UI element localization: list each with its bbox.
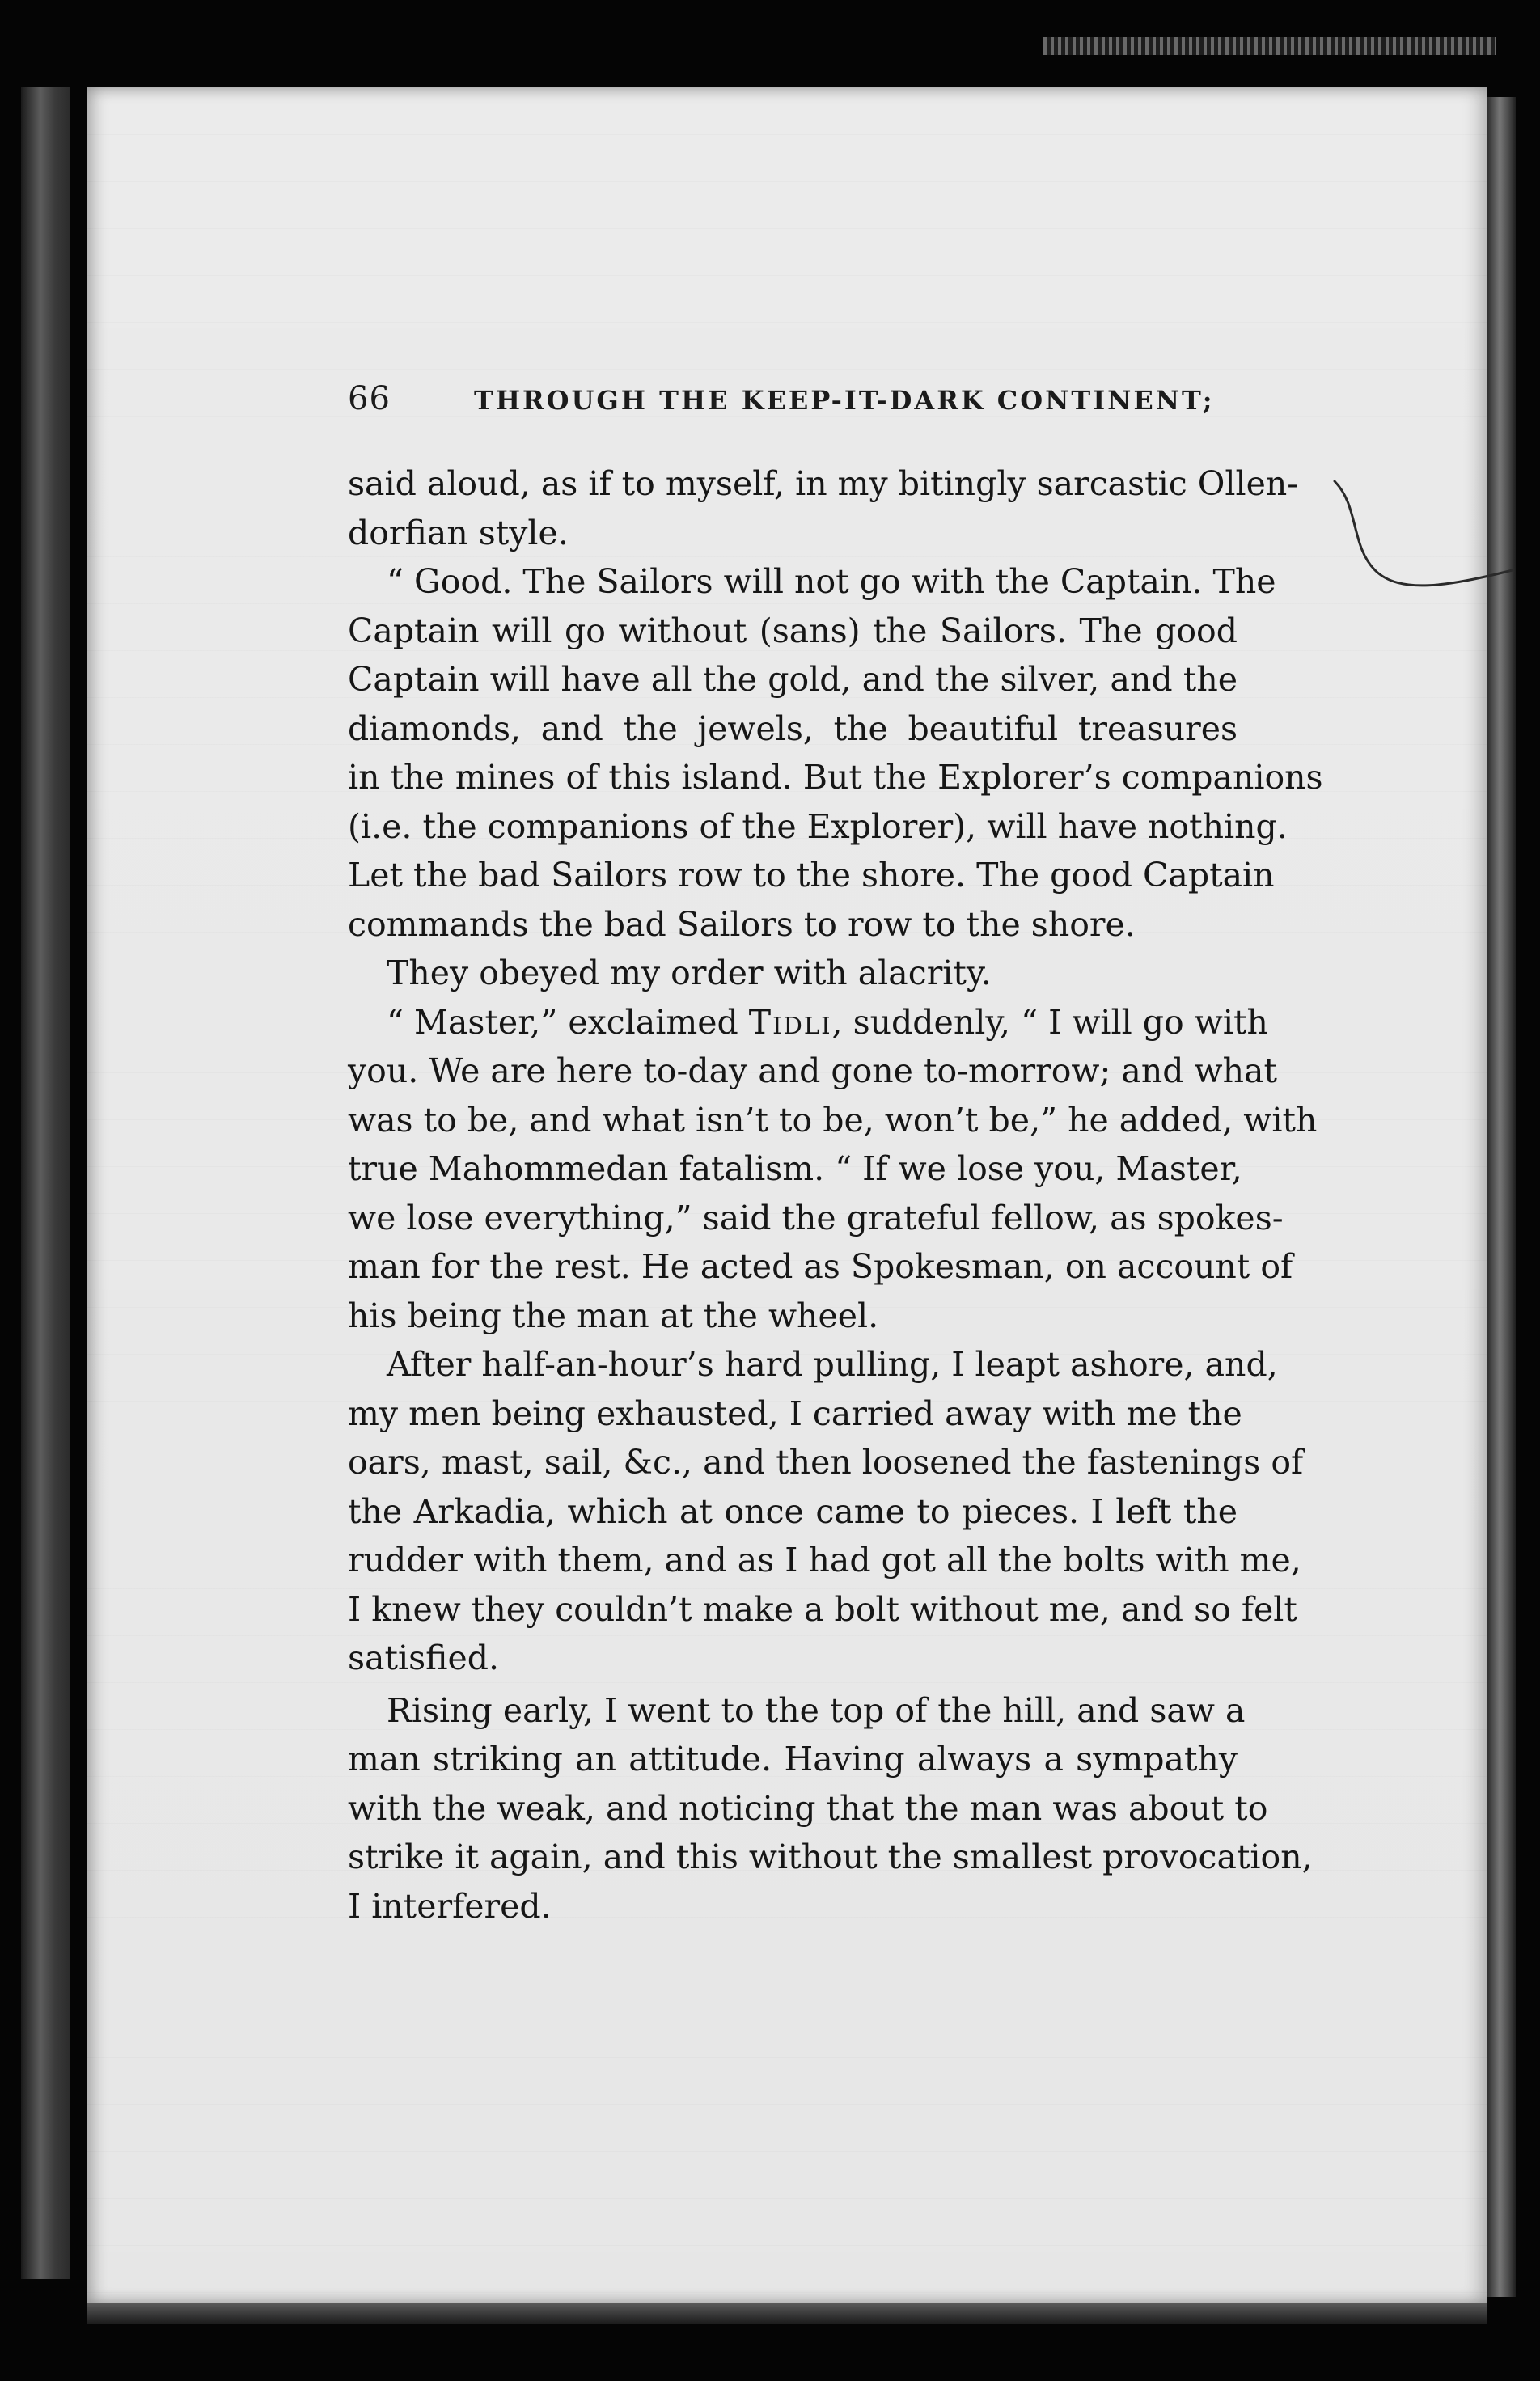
text-line: Captain will go without (sans) the Sailors. The good <box>348 611 1238 650</box>
film-edge-marking <box>1043 37 1496 55</box>
text-line: I interfered. <box>348 1886 552 1926</box>
text-line: with the weak, and noticing that the man was about to <box>348 1788 1268 1828</box>
text-line: rudder with them, and as I had got all the bolts with me, <box>348 1541 1301 1580</box>
text-line: you. We are here to-day and gone to-morrow; and what <box>348 1051 1277 1090</box>
text-line: dorfian style. <box>348 513 569 552</box>
character-name: Tidli <box>748 1002 832 1042</box>
text-run: , suddenly, “ I will go with <box>831 1002 1268 1042</box>
text-line: (i.e. the companions of the Explorer), will have nothing. <box>348 806 1288 846</box>
page-fore-edge <box>1487 97 1516 2297</box>
book-binding-edge <box>21 87 70 2279</box>
text-line: commands the bad Sailors to row to the shore. <box>348 904 1136 944</box>
text-run: “ Master,” exclaimed <box>387 1002 749 1042</box>
text-line: in the mines of this island. But the Explorer’s companions <box>348 758 1323 797</box>
text-line: strike it again, and this without the smallest provocation, <box>348 1838 1313 1876</box>
text-line: my men being exhausted, I carried away with me the <box>348 1393 1242 1433</box>
body-text <box>348 459 1323 1931</box>
running-head <box>348 380 1215 429</box>
text-line: Captain will have all the gold, and the silver, and the <box>348 660 1238 699</box>
text-line: After half-an-hour’s hard pulling, I leapt ashore, and, <box>387 1345 1278 1384</box>
text-line: true Mahommedan fatalism. “ If we lose you, Master, <box>348 1149 1242 1188</box>
text-line: Rising early, I went to the top of the hill, and saw a <box>387 1690 1246 1730</box>
pencil-annotation-mark <box>1326 473 1521 603</box>
text-line: I knew they couldn’t make a bolt without me, and so felt <box>348 1589 1297 1629</box>
running-title: THROUGH THE KEEP-IT-DARK CONTINENT; <box>474 385 1215 416</box>
text-line: his being the man at the wheel. <box>348 1296 879 1335</box>
text-line: satisfied. <box>348 1639 500 1677</box>
text-line: Let the bad Sailors row to the shore. The good Captain <box>348 856 1275 894</box>
text-line: “ Good. The Sailors will not go with the Captain. The <box>387 562 1276 601</box>
text-line: man for the rest. He acted as Spokesman, on account of <box>348 1247 1293 1286</box>
text-line <box>348 998 1268 1047</box>
text-line: said aloud, as if to myself, in my bitingly sarcastic Ollen- <box>348 464 1299 503</box>
text-line: man striking an attitude. Having always a sympathy <box>348 1740 1238 1778</box>
text-line: oars, mast, sail, &c., and then loosened the fastenings of <box>348 1443 1304 1482</box>
text-line: They obeyed my order with alacrity. <box>387 954 992 992</box>
text-line: we lose everything,” said the grateful fellow, as spokes- <box>348 1198 1284 1237</box>
text-line: the Arkadia, which at once came to pieces. I left the <box>348 1491 1238 1531</box>
page-number: 66 <box>348 380 391 417</box>
text-line: was to be, and what isn’t to be, won’t be,” he added, with <box>348 1100 1318 1140</box>
text-line: diamonds, and the jewels, the beautiful treasures <box>348 708 1238 748</box>
page-bottom-edge <box>87 2303 1487 2324</box>
